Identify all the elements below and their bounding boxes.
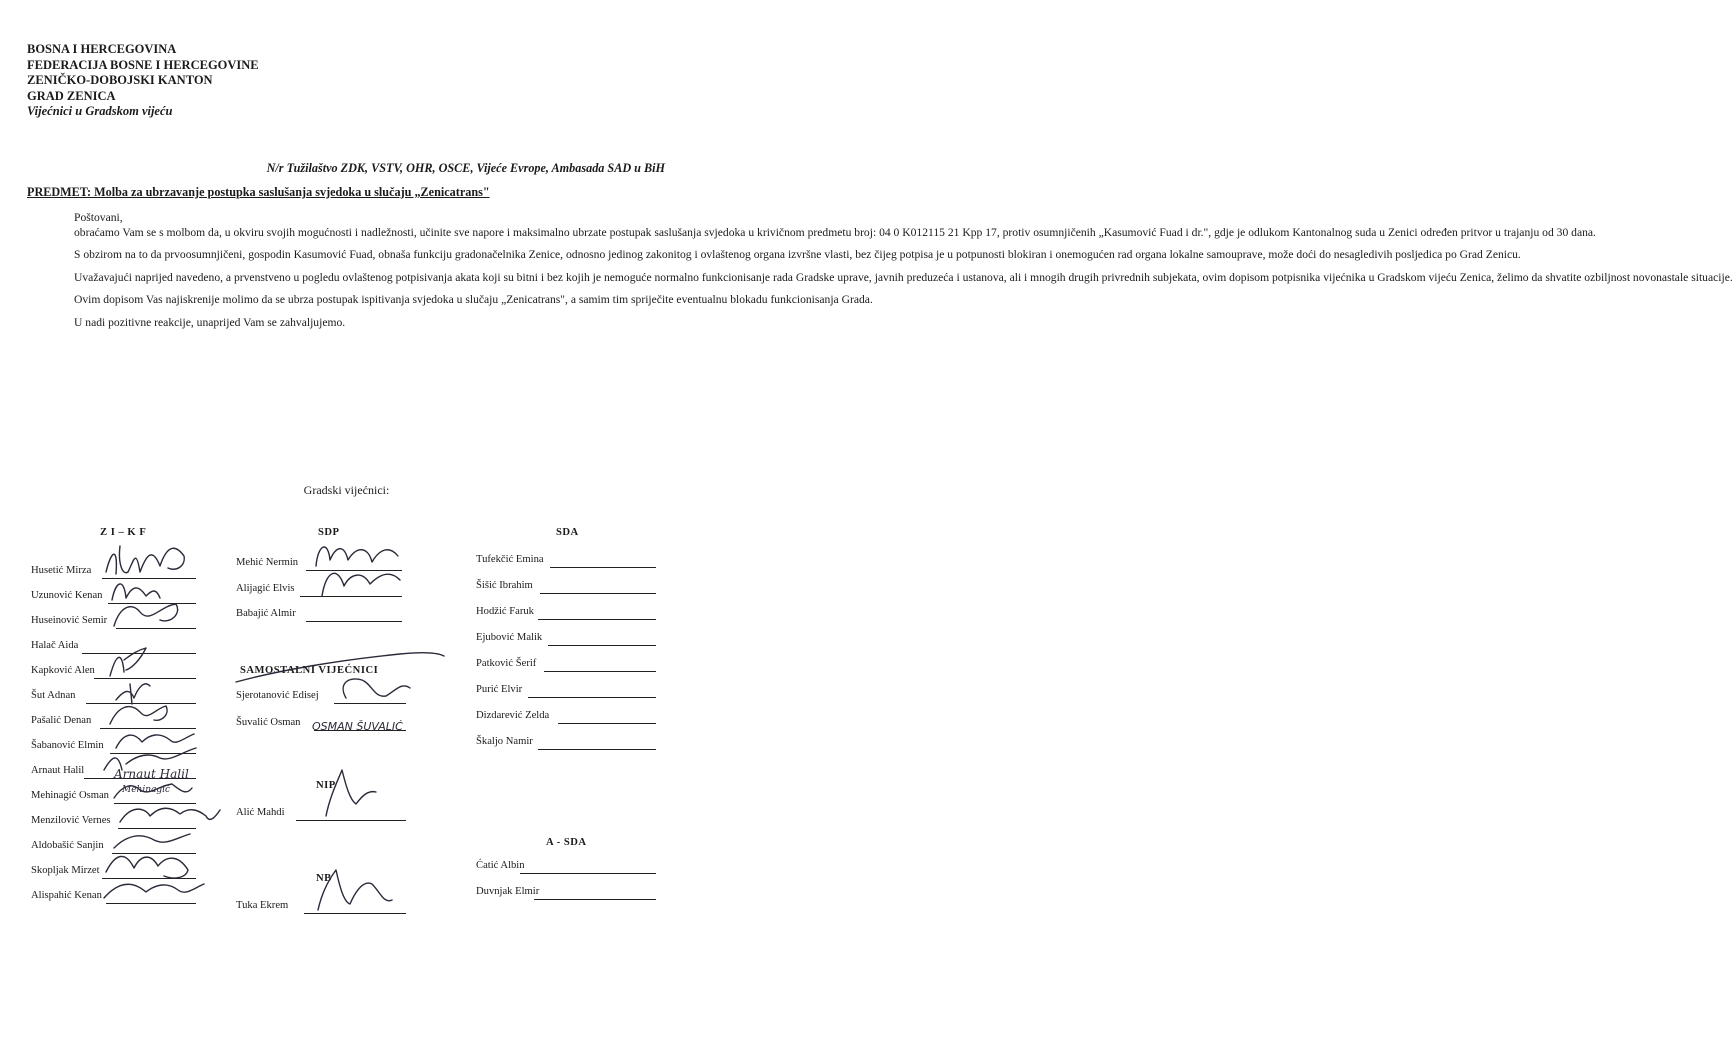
member-name: Ćatić Albin	[476, 860, 525, 871]
signature-alispahic	[104, 884, 204, 898]
member-name: Ejubović Malik	[476, 632, 543, 643]
signature-sabanovic	[116, 734, 194, 748]
member-name: Šišić Ibrahim	[476, 580, 533, 591]
group-label-zikf: Z I – K F	[100, 527, 147, 538]
paragraph-3: Uvažavajući naprijed navedeno, a prvenstveno u pogledu ovlaštenog potpisivanja akata koji su bitni i bez kojih je nemoguće normalno funkcionisanje rada Gradske uprave, javnih preduzeća i ustanova, ali i mnogih drugih privrednih subjekata, ovim dopisom potpisnika vijećnika u Gradskom vijeću Zenica, želimo da shvatite ozbiljnost novonastale situacije.	[74, 270, 1733, 284]
member-name: Aldobašić Sanjin	[31, 840, 104, 851]
group-label-samostalni: SAMOSTALNI VIJEĆNICI	[240, 665, 379, 676]
member-name: Mehinagić Osman	[31, 790, 109, 801]
addressee-line: N/r Tužilaštvo ZDK, VSTV, OHR, OSCE, Vijeće Evrope, Ambasada SAD u BiH	[266, 161, 665, 175]
handwritten-arnaut: Arnaut Halil	[114, 767, 189, 781]
member-name: Patković Šerif	[476, 658, 537, 669]
group-label-nb: NB	[316, 873, 332, 884]
member-name: Pašalić Denan	[31, 715, 92, 726]
group-label-sdp: SDP	[318, 527, 340, 538]
member-name: Šabanović Elmin	[31, 740, 104, 751]
member-name: Husetić Mirza	[31, 565, 92, 576]
member-name: Škaljo Namir	[476, 736, 533, 747]
group-label-sda: SDA	[556, 527, 579, 538]
letterhead-federation: FEDERACIJA BOSNE I HERCEGOVINE	[27, 57, 259, 72]
member-name: Huseinović Semir	[31, 615, 108, 626]
paragraph-2: S obzirom na to da prvoosumnjičeni, gospodin Kasumović Fuad, obnaša funkciju gradonačelnika Zenice, odnosno jedinog zakonitog i ovlaštenog organa izvršne vlasti, bez čijeg potpisa je u potpunosti blokiran i onemogućen rad organa lokalne samouprave, može doći do nesagledivih posljedica po Grad Zenicu.	[74, 248, 1521, 262]
signature-mehic	[316, 547, 398, 566]
group-label-nip: NIP	[316, 780, 336, 791]
signature-menzilovic	[120, 808, 220, 822]
member-name: Duvnjak Elmir	[476, 886, 540, 897]
member-name: Mehić Nermin	[236, 557, 299, 568]
signature-sut	[116, 684, 150, 704]
paragraph-1: obraćamo Vam se s molbom da, u okviru svojih mogućnosti i nadležnosti, učinite sve napore i maksimalno ubrzate postupak saslušanja svjedoka u krivičnom predmetu broj: 04 0 K012115 21 Kpp 17, protiv osumnjičenih „Kasumović Fuad i dr.", gdje je odlukom Kantonalnog suda u Zenici određen pritvor u trajanju od 30 dana.	[74, 225, 1596, 239]
member-name: Uzunović Kenan	[31, 590, 103, 601]
member-name: Dizdarević Zelda	[476, 710, 550, 721]
member-name: Alić Mahdi	[236, 807, 285, 818]
greeting: Poštovani,	[74, 211, 123, 224]
member-name: Menzilović Vernes	[31, 815, 111, 826]
member-name: Alijagić Elvis	[236, 583, 295, 594]
signature-uzunovic	[112, 584, 160, 600]
signature-kapkovic	[110, 648, 146, 676]
signature-aldobasic	[114, 834, 190, 848]
member-name: Hodžić Faruk	[476, 606, 534, 617]
letterhead-country: BOSNA I HERCEGOVINA	[27, 42, 177, 56]
member-name: Skopljak Mirzet	[31, 865, 100, 876]
member-name: Tufekčić Emina	[476, 554, 544, 565]
member-name: Sjerotanović Edisej	[236, 690, 319, 701]
member-name: Tuka Ekrem	[236, 900, 289, 911]
member-name: Šuvalić Osman	[236, 717, 301, 728]
signature-skopljak	[106, 856, 188, 878]
closing-text: Gradski vijećnici:	[303, 483, 390, 497]
member-name: Purić Elvir	[476, 684, 523, 695]
letterhead-sender: Vijećnici u Gradskom vijeću	[27, 104, 173, 118]
signature-pasalic	[110, 706, 167, 724]
signature-tuka	[318, 870, 392, 910]
signature-samostalni-curve	[236, 653, 444, 682]
paragraph-4: Ovim dopisom Vas najiskrenije molimo da se ubrza postupak ispitivanja svjedoka u slučaju „Zenicatrans", a samim tim spriječite eventualnu blokadu funkcionisanja Grada.	[74, 293, 873, 307]
letterhead-canton: ZENIČKO-DOBOJSKI KANTON	[27, 73, 213, 87]
signature-sjerotanovic	[343, 679, 410, 698]
member-name: Babajić Almir	[236, 608, 296, 619]
member-name: Šut Adnan	[31, 690, 76, 701]
handwritten-suvalic: OSMAN ŠUVALIĆ	[312, 720, 403, 733]
letterhead-city: GRAD ZENICA	[27, 88, 116, 103]
member-name: Alispahić Kenan	[31, 890, 102, 901]
member-name: Arnaut Halil	[31, 765, 85, 776]
subject-line: PREDMET: Molba za ubrzavanje postupka saslušanja svjedoka u slučaju „Zenicatrans"	[27, 185, 490, 199]
signature-alic	[326, 770, 376, 816]
signature-alijagic	[322, 573, 400, 596]
member-name: Halač Aida	[31, 640, 79, 651]
signature-huseinovic	[114, 604, 178, 626]
group-label-asda: A - SDA	[546, 837, 587, 848]
member-name: Kapković Alen	[31, 665, 95, 676]
handwritten-mehinagic: Mehinagić	[122, 785, 171, 795]
signature-husetic	[106, 546, 184, 574]
paragraph-5: U nadi pozitivne reakcije, unaprijed Vam se zahvaljujemo.	[74, 315, 346, 329]
